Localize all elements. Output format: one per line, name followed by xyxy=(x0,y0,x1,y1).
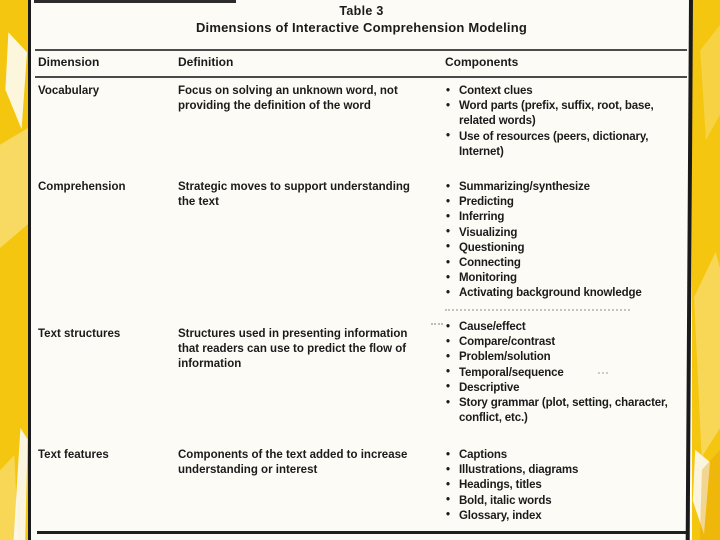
definition-cell: Focus on solving an unknown word, not providing the definition of the word xyxy=(178,85,398,112)
dimension-cell: Text features xyxy=(38,449,109,461)
definition-cell: Structures used in presenting information that readers can use to predict the flow of information xyxy=(178,328,408,370)
components-list xyxy=(445,180,689,302)
scan-artifact-dots xyxy=(431,323,443,325)
component-item: • Context clues xyxy=(445,84,689,99)
header-bottom-rule xyxy=(35,76,687,78)
component-item: • Predicting xyxy=(445,195,689,210)
background-decoration-bottom-left-2 xyxy=(0,455,18,540)
component-item: • Use of resources (peers, dictionary, Internet) xyxy=(445,130,689,160)
scan-artifact-speck xyxy=(598,372,608,374)
background-decoration-left xyxy=(0,128,28,248)
components-list xyxy=(445,84,689,160)
dimension-cell: Comprehension xyxy=(38,181,126,193)
scan-edge-line xyxy=(34,0,236,3)
component-item: • Problem/solution xyxy=(445,350,689,365)
components-cell xyxy=(445,320,689,426)
component-item: • Descriptive xyxy=(445,381,689,396)
component-item: • Captions xyxy=(445,448,689,463)
column-header-components: Components xyxy=(445,55,519,69)
component-item: • Visualizing xyxy=(445,226,689,241)
component-item: • Connecting xyxy=(445,256,689,271)
dimension-cell: Text structures xyxy=(38,328,121,340)
dimension-cell: Vocabulary xyxy=(38,85,100,97)
scan-artifact-faded-text xyxy=(445,309,630,311)
component-item: • Inferring xyxy=(445,210,689,225)
background-decoration-top-right xyxy=(698,25,720,140)
table-bottom-rule xyxy=(37,531,687,534)
components-list xyxy=(445,320,689,426)
component-item: • Story grammar (plot, setting, character, conflict, etc.) xyxy=(445,396,689,426)
component-item: • Glossary, index xyxy=(445,509,689,524)
components-list xyxy=(445,448,689,524)
component-item: • Compare/contrast xyxy=(445,335,689,350)
column-header-dimension: Dimension xyxy=(38,55,100,69)
component-item: • Illustrations, diagrams xyxy=(445,463,689,478)
scanned-table-page xyxy=(28,0,692,540)
component-item: • Activating background knowledge xyxy=(445,286,689,301)
component-item: • Word parts (prefix, suffix, root, base, related words) xyxy=(445,99,689,129)
component-item: • Cause/effect xyxy=(445,320,689,335)
components-cell xyxy=(445,180,689,302)
table-subtitle: Dimensions of Interactive Comprehension Modeling xyxy=(195,20,528,35)
components-cell xyxy=(445,84,689,160)
component-item: • Summarizing/synthesize xyxy=(445,180,689,195)
header-top-rule xyxy=(35,49,687,51)
component-item: • Headings, titles xyxy=(445,478,689,493)
background-decoration-right xyxy=(693,252,720,457)
definition-cell: Components of the text added to increase understanding or interest xyxy=(178,449,408,476)
background-decoration-top-left xyxy=(0,28,30,138)
component-item: • Temporal/sequence xyxy=(445,366,689,381)
components-cell xyxy=(445,448,689,524)
component-item: • Monitoring xyxy=(445,271,689,286)
component-item: • Bold, italic words xyxy=(445,494,689,509)
definition-cell: Strategic moves to support understanding the text xyxy=(178,181,410,208)
component-item: • Questioning xyxy=(445,241,689,256)
table-title: Table 3 xyxy=(339,4,384,18)
column-header-definition: Definition xyxy=(178,55,234,69)
